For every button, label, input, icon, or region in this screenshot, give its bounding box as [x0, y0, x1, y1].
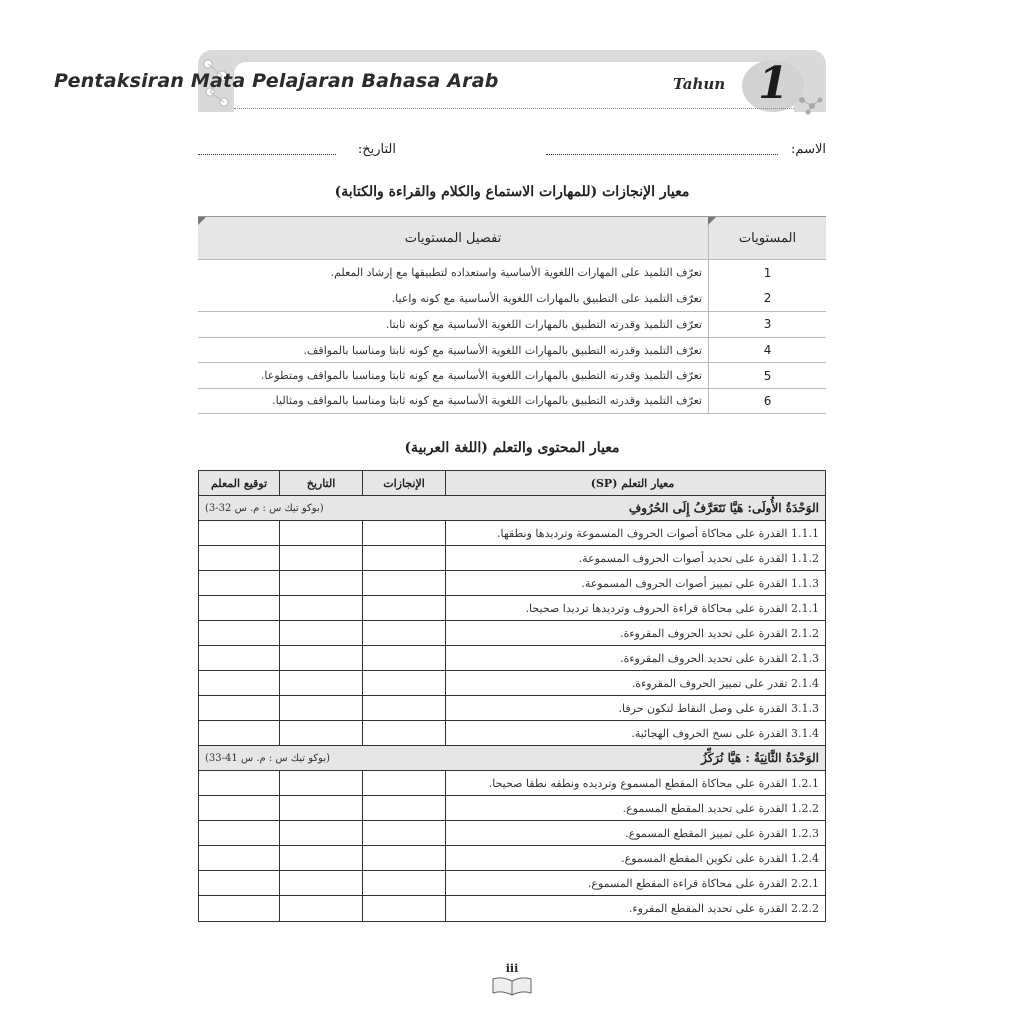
signature-cell[interactable] — [199, 646, 279, 670]
table-row — [199, 896, 825, 921]
date-cell[interactable] — [279, 671, 362, 695]
unit-header — [199, 746, 825, 771]
date-cell[interactable] — [279, 646, 362, 670]
unit-header — [199, 496, 825, 521]
signature-cell[interactable] — [199, 671, 279, 695]
content-section-title: معيار المحتوى والتعلم (اللغة العربية) — [404, 440, 620, 456]
table-row — [199, 646, 825, 671]
signature-cell[interactable] — [199, 821, 279, 845]
level-description: تعرّف التلميذ على التطبيق بالمهارات اللغوية الأساسية مع كونه واعيا. — [391, 291, 702, 305]
standard-text: 1.2.4 القدرة على تكوين المقطع المسموع. — [445, 846, 825, 870]
level-row — [198, 260, 826, 286]
standard-text: 1.2.2 القدرة على تحديد المقطع المسموع. — [445, 796, 825, 820]
achievement-cell[interactable] — [362, 621, 445, 645]
level-row — [198, 286, 826, 312]
signature-cell[interactable] — [199, 771, 279, 795]
achievement-cell[interactable] — [362, 596, 445, 620]
level-description: تعرّف التلميذ على المهارات اللغوية الأساسية واستعداده لتطبيقها مع إرشاد المعلم. — [330, 266, 702, 280]
achievement-cell[interactable] — [362, 821, 445, 845]
achievement-cell[interactable] — [362, 546, 445, 570]
level-description: تعرّف التلميذ وقدرته التطبيق بالمهارات اللغوية الأساسية مع كونه ثابتا. — [385, 317, 702, 331]
levels-table — [198, 216, 826, 414]
standard-text: 2.2.2 القدرة على تحديد المقطع المقروء. — [445, 896, 825, 921]
corner-dots-icon — [796, 94, 826, 116]
standard-text: 2.1.1 القدرة على محاكاة قراءة الحروف وترديدها ترديدا صحيحا. — [445, 596, 825, 620]
signature-cell[interactable] — [199, 871, 279, 895]
page-title: Pentaksiran Mata Pelajaran Bahasa Arab — [54, 70, 499, 92]
level-number: 5 — [708, 363, 826, 388]
date-cell[interactable] — [279, 846, 362, 870]
table-row — [199, 721, 825, 746]
achievement-cell[interactable] — [362, 896, 445, 921]
date-cell[interactable] — [279, 896, 362, 921]
unit-title: الوَحْدَةُ الأُولَى: هَيَّا نَتَعَرَّفُ إِلَى الحُرُوفِ — [628, 501, 819, 515]
signature-cell[interactable] — [199, 571, 279, 595]
standard-text: 1.1.1 القدرة على محاكاة أصوات الحروف المسموعة وترديدها ونطقها. — [445, 521, 825, 545]
unit-reference: (بوكو تيك س : م. س 32-3) — [205, 502, 324, 514]
achievement-column-header: الإنجازات — [362, 471, 445, 495]
signature-cell[interactable] — [199, 596, 279, 620]
level-description: تعرّف التلميذ وقدرته التطبيق بالمهارات اللغوية الأساسية مع كونه ثابتا ومناسبا بالمواقف ومثاليا. — [272, 394, 702, 408]
page-number — [490, 962, 534, 1001]
achievement-cell[interactable] — [362, 696, 445, 720]
date-cell[interactable] — [279, 521, 362, 545]
date-cell[interactable] — [279, 596, 362, 620]
standard-text: 3.1.3 القدرة على وصل النقاط لتكون حرفا. — [445, 696, 825, 720]
year-number: 1 — [758, 58, 789, 109]
level-description: تعرّف التلميذ وقدرته التطبيق بالمهارات اللغوية الأساسية مع كونه ثابتا ومناسبا بالمواقف ومتطوعا. — [260, 369, 702, 383]
date-column-header: التاريخ — [279, 471, 362, 495]
levels-table-header — [198, 216, 826, 260]
level-number: 6 — [708, 389, 826, 413]
achievement-section-title: معيار الإنجازات (للمهارات الاستماع والكلام والقراءة والكتابة) — [334, 184, 690, 200]
level-number: 3 — [708, 312, 826, 337]
achievement-cell[interactable] — [362, 521, 445, 545]
achievement-cell[interactable] — [362, 671, 445, 695]
table-row — [199, 871, 825, 896]
banner-divider — [234, 108, 794, 109]
table-row — [199, 546, 825, 571]
signature-cell[interactable] — [199, 796, 279, 820]
date-cell[interactable] — [279, 871, 362, 895]
content-table-header — [199, 471, 825, 496]
unit-reference: (بوكو تيك س : م. س 41-33) — [205, 752, 330, 764]
achievement-cell[interactable] — [362, 846, 445, 870]
standard-text: 2.2.1 القدرة على محاكاة قراءة المقطع المسموع. — [445, 871, 825, 895]
level-description: تعرّف التلميذ وقدرته التطبيق بالمهارات اللغوية الأساسية مع كونه ثابتا ومناسبا بالمواقف. — [303, 343, 702, 357]
date-cell[interactable] — [279, 571, 362, 595]
table-row — [199, 846, 825, 871]
signature-cell[interactable] — [199, 696, 279, 720]
student-fields — [198, 142, 826, 164]
achievement-cell[interactable] — [362, 571, 445, 595]
level-number: 4 — [708, 338, 826, 363]
date-cell[interactable] — [279, 721, 362, 745]
standard-text: 2.1.3 القدرة على تحديد الحروف المقروءة. — [445, 646, 825, 670]
unit-title: الوَحْدَةُ الثَّانِيَةُ : هَيَّا نُرَكِّزُ — [701, 751, 819, 765]
page-number-text: iii — [505, 962, 519, 975]
level-number: 1 — [708, 260, 826, 286]
table-row — [199, 821, 825, 846]
achievement-cell[interactable] — [362, 646, 445, 670]
achievement-cell[interactable] — [362, 721, 445, 745]
date-cell[interactable] — [279, 771, 362, 795]
level-row — [198, 337, 826, 363]
achievement-cell[interactable] — [362, 771, 445, 795]
table-row — [199, 571, 825, 596]
signature-cell[interactable] — [199, 721, 279, 745]
achievement-cell[interactable] — [362, 871, 445, 895]
standard-text: 1.1.3 القدرة على تمييز أصوات الحروف المسموعة. — [445, 571, 825, 595]
open-book-icon — [490, 975, 534, 997]
date-label: التاريخ: — [357, 142, 396, 157]
levels-column-header: المستويات — [708, 217, 826, 259]
name-field[interactable] — [546, 154, 778, 155]
standard-text: 1.2.3 القدرة على تمييز المقطع المسموع. — [445, 821, 825, 845]
corner-marker-icon — [708, 217, 716, 225]
date-cell[interactable] — [279, 821, 362, 845]
corner-marker-icon — [198, 217, 206, 225]
signature-cell[interactable] — [199, 846, 279, 870]
standard-text: 1.2.1 القدرة على محاكاة المقطع المسموع وترديده ونطقه نطقا صحيحا. — [445, 771, 825, 795]
standard-text: 2.1.4 تقدر على تمييز الحروف المقروءة. — [445, 671, 825, 695]
standard-text: 2.1.2 القدرة على تحديد الحروف المقروءة. — [445, 621, 825, 645]
date-cell[interactable] — [279, 696, 362, 720]
date-field[interactable] — [198, 154, 336, 155]
achievement-cell[interactable] — [362, 796, 445, 820]
table-row — [199, 596, 825, 621]
level-row — [198, 362, 826, 388]
table-row — [199, 796, 825, 821]
level-row — [198, 311, 826, 337]
table-row — [199, 671, 825, 696]
date-cell[interactable] — [279, 796, 362, 820]
date-cell[interactable] — [279, 546, 362, 570]
table-row — [199, 696, 825, 721]
level-row — [198, 388, 826, 414]
standard-column-header: معيار التعلم (SP) — [445, 471, 825, 495]
standard-text: 3.1.4 القدرة على نسخ الحروف الهجائية. — [445, 721, 825, 745]
detail-column-header: تفصيل المستويات — [404, 230, 502, 246]
signature-cell[interactable] — [199, 521, 279, 545]
date-cell[interactable] — [279, 621, 362, 645]
table-row — [199, 771, 825, 796]
standard-text: 1.1.2 القدرة على تحديد أصوات الحروف المسموعة. — [445, 546, 825, 570]
table-row — [199, 521, 825, 546]
year-label: Tahun — [673, 75, 726, 93]
signature-column-header: توقيع المعلم — [210, 476, 268, 490]
signature-cell[interactable] — [199, 896, 279, 921]
signature-cell[interactable] — [199, 546, 279, 570]
content-table — [198, 470, 826, 922]
level-number: 2 — [708, 286, 826, 312]
name-label: الاسم: — [791, 142, 826, 157]
table-row — [199, 621, 825, 646]
signature-cell[interactable] — [199, 621, 279, 645]
